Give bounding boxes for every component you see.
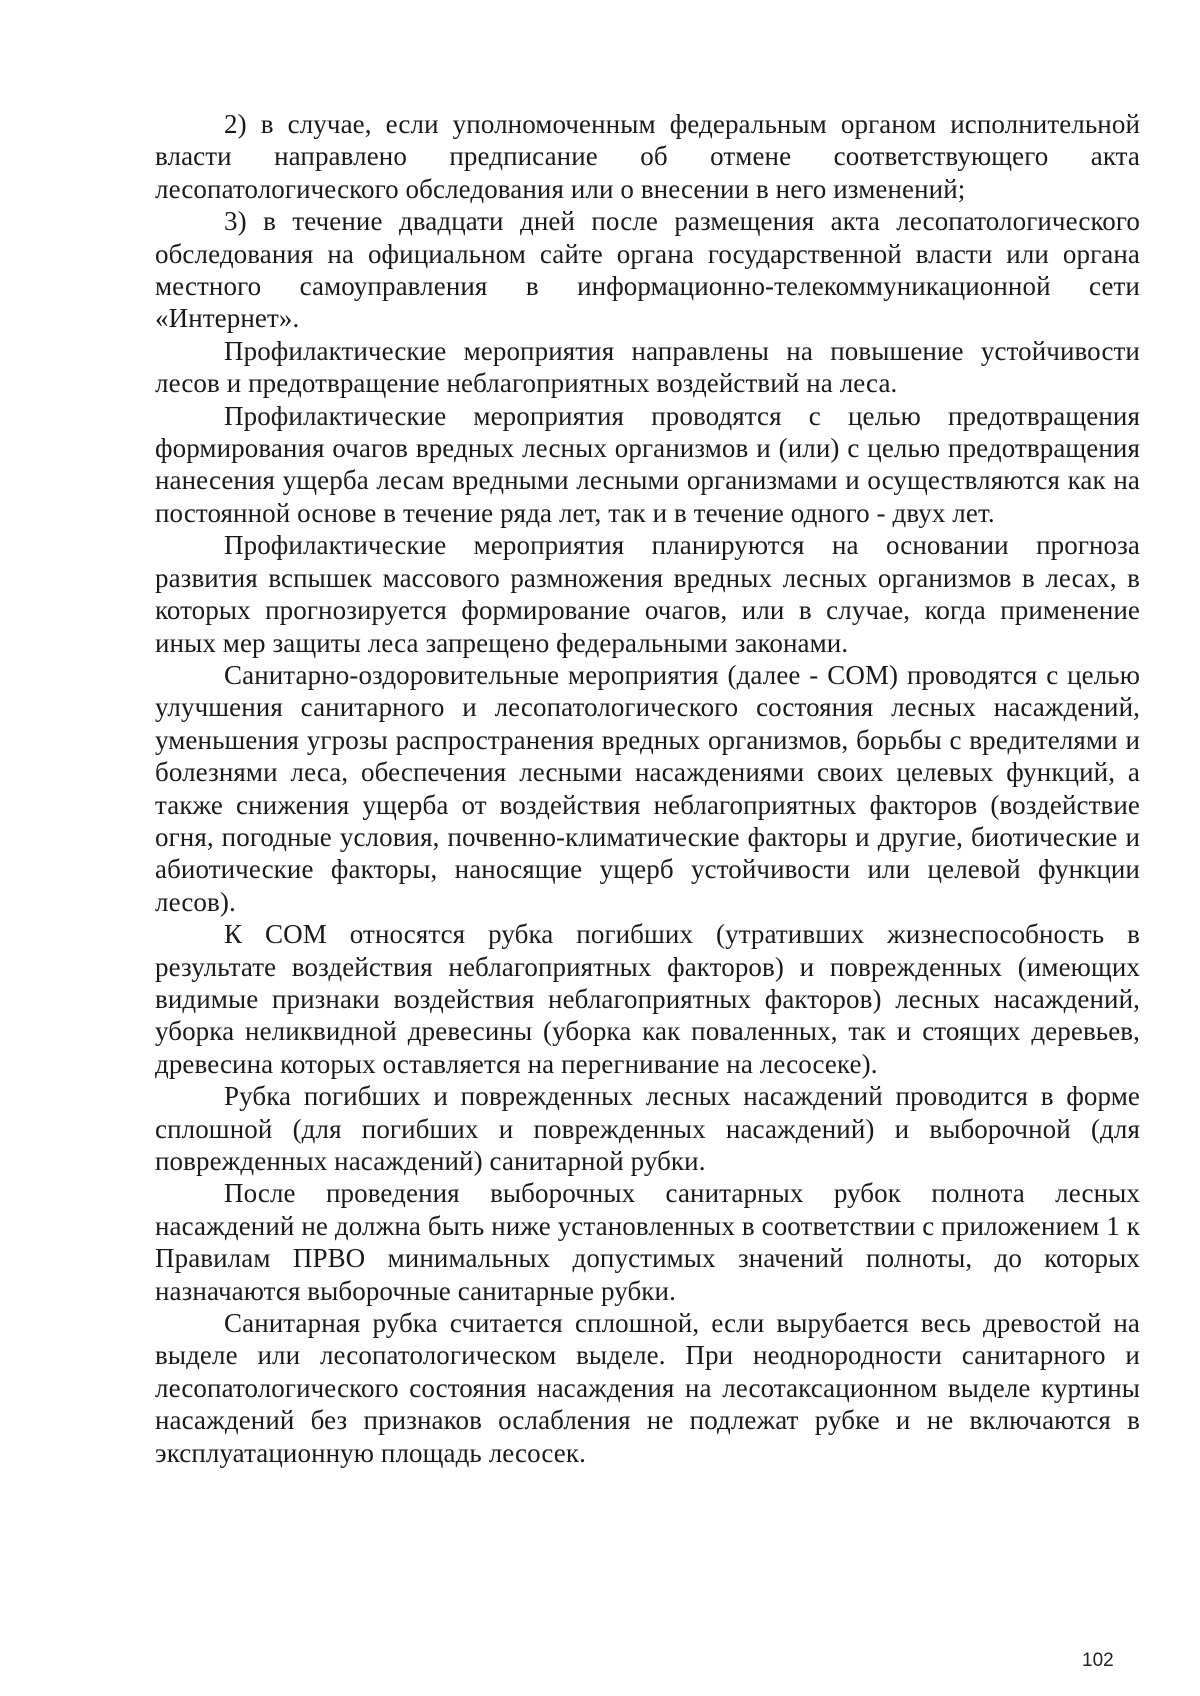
- paragraph-item-3: 3) в течение двадцати дней после размещения акта лесопатологического обследования на официальном сайте органа государственной власти или органа местного самоуправления в информационно-телекоммуникационной сети «Интернет».: [155, 206, 1140, 334]
- paragraph-preventive-measures-purpose: Профилактические мероприятия направлены на повышение устойчивости лесов и предотвращение неблагоприятных воздействий на леса.: [155, 335, 1140, 399]
- paragraph-preventive-measures-goals: Профилактические мероприятия проводятся с целью предотвращения формирования очагов вредных лесных организмов и (или) с целью предотвращения нанесения ущерба лесам вредными лесными организмами и осуществляются как на постоянной основе в течение ряда лет, так и в течение одного - двух лет.: [155, 400, 1140, 528]
- document-body: [155, 108, 1140, 1469]
- paragraph-clear-felling-definition: Санитарная рубка считается сплошной, если вырубается весь древостой на выделе или лесопатологическом выделе. При неоднородности санитарного и лесопатологического состояния насаждения на лесотаксационном выделе куртины насаждений без признаков ослабления не подлежат рубке и не включаются в эксплуатационную площадь лесосек.: [155, 1308, 1140, 1468]
- paragraph-item-2: 2) в случае, если уполномоченным федеральным органом исполнительной власти направлено предписание об отмене соответствующего акта лесопатологического обследования или о внесении в него изменений;: [155, 109, 1140, 204]
- paragraph-selective-felling-density: После проведения выборочных санитарных рубок полнота лесных насаждений не должна быть ниже установленных в соответствии с приложением 1 к Правилам ПРВО минимальных допустимых значений полноты, до которых назначаются выборочные санитарные рубки.: [155, 1178, 1140, 1306]
- paragraph-som-definition: Санитарно-оздоровительные мероприятия (далее - СОМ) проводятся с целью улучшения санитарного и лесопатологического состояния лесных насаждений, уменьшения угрозы распространения вредных организмов, борьбы с вредителями и болезнями леса, обеспечения лесными насаждениями своих целевых функций, а также снижения ущерба от воздействия неблагоприятных факторов (воздействие огня, погодные условия, почвенно-климатические факторы и другие, биотические и абиотические факторы, наносящие ущерб устойчивости или целевой функции лесов).: [155, 659, 1140, 917]
- paragraph-som-composition: К СОМ относятся рубка погибших (утративших жизнеспособность в результате воздействия неблагоприятных факторов) и поврежденных (имеющих видимые признаки воздействия неблагоприятных факторов) лесных насаждений, уборка неликвидной древесины (уборка как поваленных, так и стоящих деревьев, древесина которых оставляется на перегнивание на лесосеке).: [155, 919, 1140, 1079]
- paragraph-felling-forms: Рубка погибших и поврежденных лесных насаждений проводится в форме сплошной (для погибших и поврежденных насаждений) и выборочной (для поврежденных насаждений) санитарной рубки.: [155, 1081, 1140, 1176]
- paragraph-preventive-measures-planning: Профилактические мероприятия планируются на основании прогноза развития вспышек массового размножения вредных лесных организмов в лесах, в которых прогнозируется формирование очагов, или в случае, когда применение иных мер защиты леса запрещено федеральными законами.: [155, 530, 1140, 658]
- page-number: 102: [1082, 1650, 1114, 1671]
